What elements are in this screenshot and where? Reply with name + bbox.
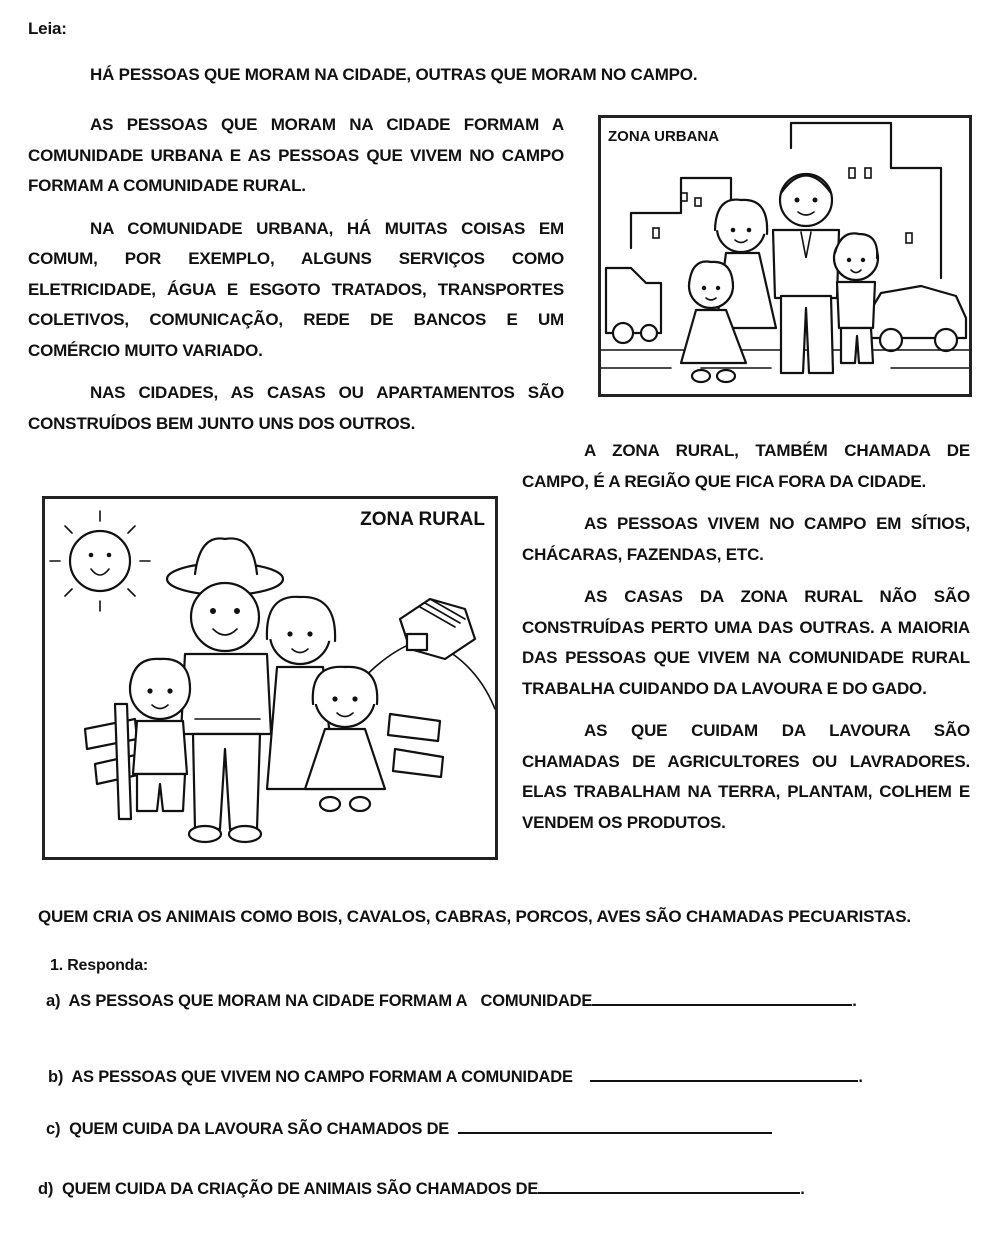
question-text: QUEM CUIDA DA LAVOURA SÃO CHAMADOS DE [69, 1120, 450, 1138]
rural-paragraph: AS PESSOAS VIVEM NO CAMPO EM SÍTIOS, CHÁCARAS, FAZENDAS, ETC. [522, 514, 970, 564]
answer-blank-a[interactable] [592, 986, 852, 1006]
page-heading: Leia: [28, 19, 67, 38]
answer-blank-b[interactable] [590, 1062, 858, 1082]
rural-paragraph: AS CASAS DA ZONA RURAL NÃO SÃO CONSTRUÍDAS PERTO UMA DAS OUTRAS. A MAIORIA DAS PESSOAS QUE VIVEM NA COMUNIDADE RURAL TRABALHA CUIDANDO DA LAVOURA E DO GADO. [522, 587, 970, 698]
question-c [46, 1114, 772, 1145]
urban-text-block [28, 110, 564, 439]
question-d [38, 1174, 805, 1205]
question-text: AS PESSOAS QUE VIVEM NO CAMPO FORMAM A COMUNIDADE [71, 1068, 573, 1086]
rural-paragraph: A ZONA RURAL, TAMBÉM CHAMADA DE CAMPO, É A REGIÃO QUE FICA FORA DA CIDADE. [522, 441, 970, 491]
exercise-title: 1. Responda: [50, 957, 149, 974]
answer-blank-c[interactable] [458, 1114, 772, 1134]
livestock-text: QUEM CRIA OS ANIMAIS COMO BOIS, CAVALOS, CABRAS, PORCOS, AVES SÃO CHAMADAS PECUARISTAS. [38, 907, 911, 926]
answer-blank-d[interactable] [538, 1174, 800, 1194]
urban-paragraph: AS PESSOAS QUE MORAM NA CIDADE FORMAM A COMUNIDADE URBANA E AS PESSOAS QUE VIVEM NO CAMPO FORMAM A COMUNIDADE RURAL. [28, 115, 564, 195]
urban-image-title: ZONA URBANA [608, 128, 720, 145]
question-label: c) [46, 1120, 61, 1138]
question-end: . [858, 1068, 863, 1086]
rural-image-title: ZONA RURAL [360, 509, 485, 530]
urban-family-drawing [601, 118, 969, 394]
rural-text-block [522, 436, 970, 838]
question-text: QUEM CUIDA DA CRIAÇÃO DE ANIMAIS SÃO CHAMADOS DE [61, 1180, 539, 1198]
intro-text: HÁ PESSOAS QUE MORAM NA CIDADE, OUTRAS QUE MORAM NO CAMPO. [90, 65, 698, 84]
question-label: b) [48, 1068, 64, 1086]
question-text: AS PESSOAS QUE MORAM NA CIDADE FORMAM A [68, 992, 468, 1010]
question-end: . [852, 992, 857, 1010]
urban-paragraph: NA COMUNIDADE URBANA, HÁ MUITAS COISAS EM COMUM, POR EXEMPLO, ALGUNS SERVIÇOS COMO ELETRICIDADE, ÁGUA E ESGOTO TRATADOS, TRANSPORTES COLETIVOS, COMUNICAÇÃO, REDE DE BANCOS E UM COMÉRCIO MUITO VARIADO. [28, 218, 564, 360]
question-b [48, 1062, 863, 1093]
question-end: . [800, 1180, 805, 1198]
rural-family-drawing [45, 499, 495, 857]
question-label: a) [46, 992, 61, 1010]
rural-zone-illustration [42, 496, 498, 860]
rural-paragraph: AS QUE CUIDAM DA LAVOURA SÃO CHAMADAS DE AGRICULTORES OU LAVRADORES. ELAS TRABALHAM NA TERRA, PLANTAM, COLHEM E VENDEM OS PRODUTOS. [522, 721, 970, 832]
question-label: d) [38, 1180, 54, 1198]
question-a [46, 986, 857, 1017]
question-prefill: COMUNIDADE [480, 992, 593, 1010]
urban-paragraph: NAS CIDADES, AS CASAS OU APARTAMENTOS SÃO CONSTRUÍDOS BEM JUNTO UNS DOS OUTROS. [28, 383, 564, 433]
urban-zone-illustration [598, 115, 972, 397]
